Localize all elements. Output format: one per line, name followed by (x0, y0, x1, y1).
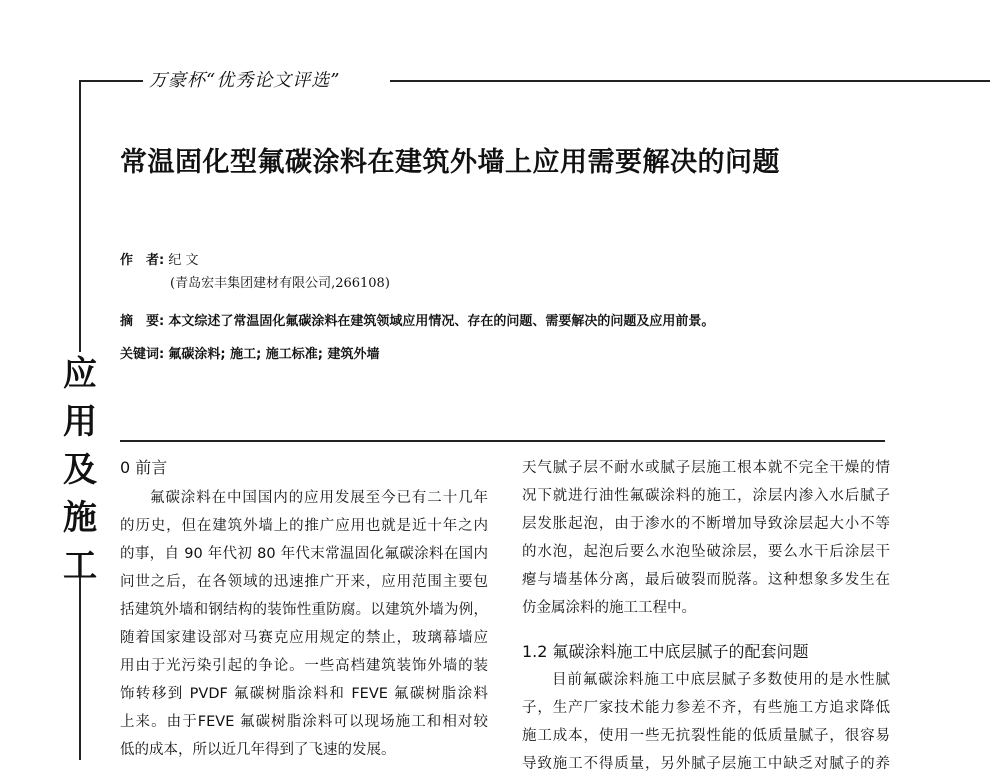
body-line: 仿金属涂料的施工工程中。 (522, 600, 696, 616)
body-line: 况下就进行油性氟碳涂料的施工，涂层内渗入水后腻子 (522, 488, 890, 504)
body-line: 目前氟碳涂料施工中底层腻子多数使用的是水性腻 (552, 672, 890, 688)
body-line: 子，生产厂家技术能力参差不齐，有些施工方追求降低 (522, 700, 890, 716)
body-line: 瘪与墙基体分离，最后破裂而脱落。这种想象多发生在 (522, 572, 890, 588)
keywords-label: 关键词: (120, 347, 165, 362)
body-line: 导致施工不得质量，另外腻子层施工中缺乏对腻子的养 (522, 756, 890, 772)
author-affiliation: (青岛宏丰集团建材有限公司,266108) (170, 276, 390, 291)
side-char: 及 (63, 450, 97, 490)
header-rule-right (390, 80, 990, 82)
body-line: 的事，自 90 年代初 80 年代末常温固化氟碳涂料在国内 (120, 546, 488, 562)
body-line: 的历史，但在建筑外墙上的推广应用也就是近十年之内 (120, 518, 488, 534)
abstract-label: 摘 要: (120, 314, 165, 329)
body-line: 氟碳涂料在中国国内的应用发展至今已有二十几年 (150, 490, 488, 506)
article-title: 常温固化型氟碳涂料在建筑外墙上应用需要解决的问题 (120, 147, 780, 178)
keywords (120, 343, 380, 362)
side-char: 应 (63, 354, 97, 394)
journal-tag: 万豪杯“优秀论文评选” (143, 66, 346, 92)
author-label: 作 者: (120, 253, 165, 268)
section-heading-1-2: 1.2 氟碳涂料施工中底层腻子的配套问题 (522, 642, 809, 661)
left-column (120, 452, 488, 764)
author-line (120, 249, 198, 268)
left-rule-top (79, 80, 81, 352)
body-line: 的水泡，起泡后要么水泡坠破涂层，要么水干后涂层干 (522, 544, 890, 560)
body-line: 层发胀起泡，由于渗水的不断增加导致涂层起大小不等 (522, 516, 890, 532)
side-char: 用 (63, 402, 97, 442)
side-char: 工 (63, 546, 97, 586)
keywords-text: 氟碳涂料; 施工; 施工标准; 建筑外墙 (168, 347, 380, 362)
body-line: 用由于光污染引起的争论。一些高档建筑装饰外墙的装 (120, 658, 488, 674)
abstract (120, 310, 714, 329)
header-rule-left (79, 80, 144, 82)
author-name: 纪 文 (168, 253, 199, 268)
body-line: 施工成本，使用一些无抗裂性能的低质量腻子，很容易 (522, 728, 890, 744)
body-line: 天气腻子层不耐水或腻子层施工根本就不完全干燥的情 (522, 460, 890, 476)
body-line: 问世之后，在各领域的迅速推广开来，应用范围主要包 (120, 574, 488, 590)
section-heading-intro: 0 前言 (120, 458, 168, 477)
body-line: 饰转移到 PVDF 氟碳树脂涂料和 FEVE 氟碳树脂涂料 (120, 686, 488, 702)
body-line: 上来。由于FEVE 氟碳树脂涂料可以现场施工和相对较 (120, 714, 488, 730)
body-line: 低的成本，所以近几年得到了飞速的发展。 (120, 742, 396, 758)
abstract-text: 本文综述了常温固化氟碳涂料在建筑领域应用情况、存在的问题、需要解决的问题及应用前景。 (168, 314, 715, 329)
left-rule-bottom (79, 575, 81, 760)
right-column (522, 454, 890, 778)
side-char: 施 (63, 498, 97, 538)
body-line: 括建筑外墙和钢结构的装饰性重防腐。以建筑外墙为例， (120, 602, 488, 618)
section-divider (120, 440, 885, 442)
body-line: 随着国家建设部对马赛克应用规定的禁止，玻璃幕墙应 (120, 630, 488, 646)
